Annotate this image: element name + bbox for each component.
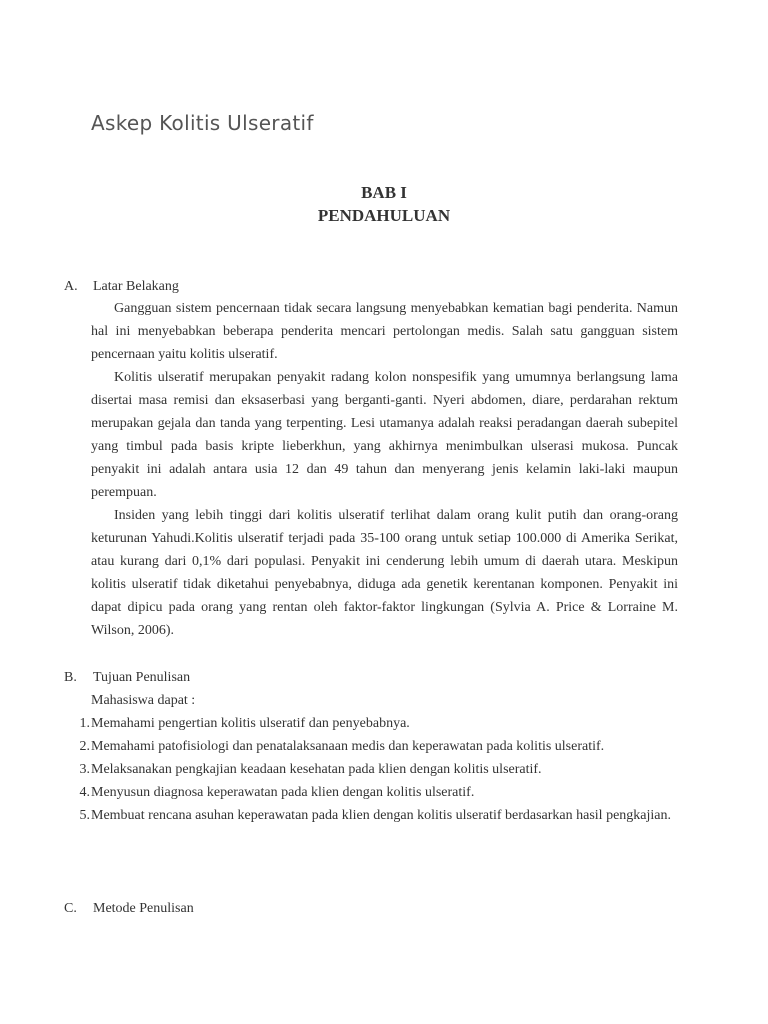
section-title: Latar Belakang	[93, 279, 179, 294]
chapter-number: BAB I	[361, 183, 407, 202]
section-letter: A.	[64, 279, 78, 294]
list-text: Menyusun diagnosa keperawatan pada klien dengan kolitis ulseratif.	[91, 785, 475, 800]
list-text: Membuat rencana asuhan keperawatan pada klien dengan kolitis ulseratif berdasarkan hasil pengkajian.	[91, 808, 671, 823]
paragraph: Gangguan sistem pencernaan tidak secara langsung menyebabkan kematian bagi penderita. Namun hal ini menyebabkan beberapa penderita mencari pertolongan medis. Salah satu gangguan sistem pencernaan yaitu kolitis ulseratif.	[91, 301, 678, 362]
list-item	[66, 758, 678, 781]
goals-list	[66, 712, 678, 827]
section-heading-metode-penulisan	[64, 899, 194, 919]
section-heading-tujuan-penulisan	[64, 668, 190, 688]
list-number: 1.	[79, 716, 90, 731]
list-item	[66, 735, 678, 758]
chapter-title: PENDAHULUAN	[317, 206, 451, 225]
list-item	[66, 712, 678, 735]
document-title: Askep Kolitis Ulseratif	[91, 111, 314, 135]
list-intro: Mahasiswa dapat :	[91, 693, 196, 708]
section-letter: C.	[64, 901, 77, 916]
list-text: Memahami pengertian kolitis ulseratif dan penyebabnya.	[91, 716, 410, 731]
list-item	[66, 781, 678, 804]
list-text: Memahami patofisiologi dan penatalaksanaan medis dan keperawatan pada kolitis ulseratif.	[91, 739, 605, 754]
section-title: Metode Penulisan	[93, 901, 194, 916]
list-item	[66, 804, 678, 827]
paragraph: Insiden yang lebih tinggi dari kolitis ulseratif terlihat dalam orang kulit putih dan orang-orang keturunan Yahudi.Kolitis ulseratif terjadi pada 35-100 orang untuk setiap 100.000 di Amerika Serikat, atau kurang dari 0,1% dari populasi. Penyakit ini cenderung lebih umum di daerah utara. Meskipun kolitis ulseratif tidak diketahui penyebabnya, diduga ada genetik kerentanan komponen. Penyakit ini dapat dipicu pada orang yang rentan oleh faktor-faktor lingkungan (Sylvia A. Price & Lorraine M. Wilson, 2006).	[91, 508, 678, 638]
list-number: 2.	[79, 739, 90, 754]
paragraph: Kolitis ulseratif merupakan penyakit radang kolon nonspesifik yang umumnya berlangsung lama disertai masa remisi dan eksaserbasi yang berganti-ganti. Nyeri abdomen, diare, perdarahan rektum merupakan gejala dan tanda yang terpenting. Lesi utamanya adalah reaksi peradangan daerah subepitel yang timbul pada basis kripte lieberkhun, yang akhirnya menimbulkan ulserasi mukosa. Puncak penyakit ini adalah antara usia 12 dan 49 tahun dan menyerang jenis kelamin laki-laki maupun perempuan.	[91, 370, 678, 500]
list-number: 3.	[79, 762, 90, 777]
list-text: Melaksanakan pengkajian keadaan kesehatan pada klien dengan kolitis ulseratif.	[91, 762, 542, 777]
list-number: 5.	[79, 808, 90, 823]
section-letter: B.	[64, 670, 77, 685]
section-heading-latar-belakang	[64, 277, 179, 297]
section-title: Tujuan Penulisan	[93, 670, 191, 685]
list-number: 4.	[79, 785, 90, 800]
